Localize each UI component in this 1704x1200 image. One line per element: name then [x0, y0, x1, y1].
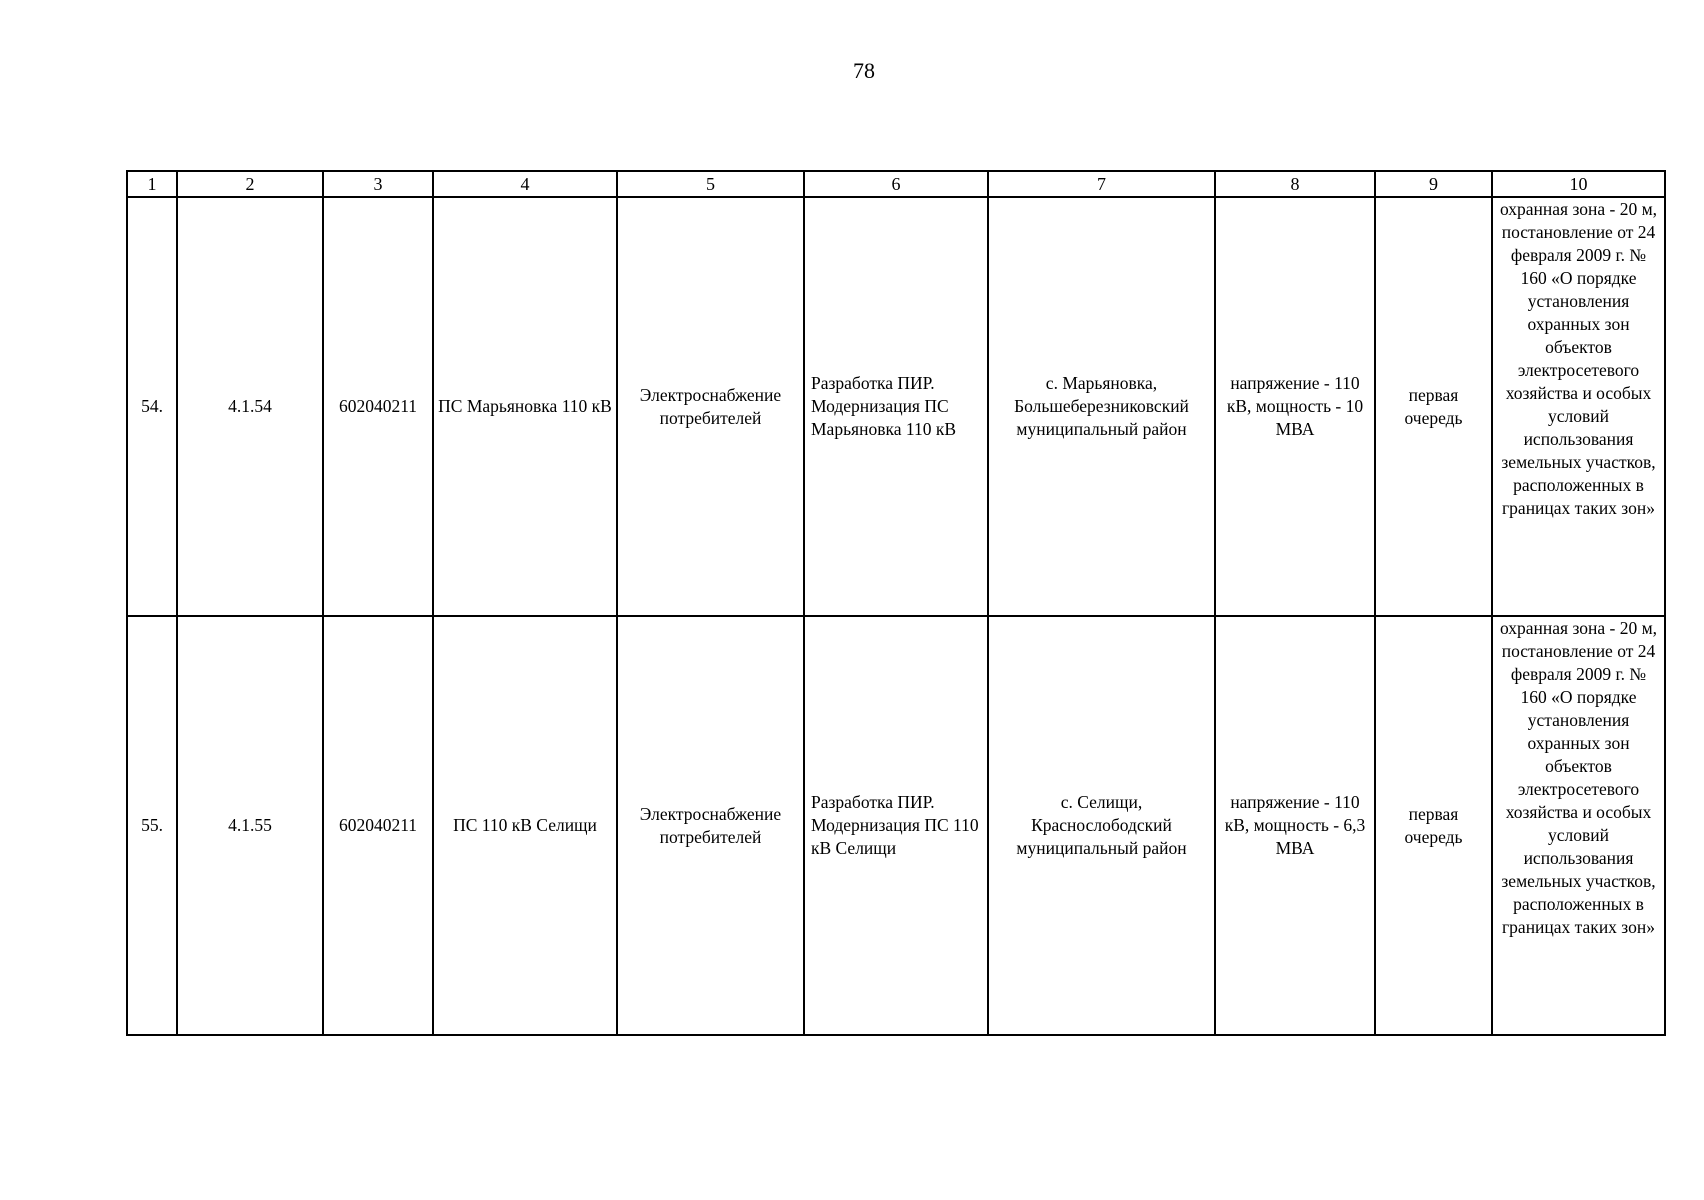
- purpose-cell: Электроснабжение потребителей: [617, 616, 804, 1035]
- description-cell: Разработка ПИР. Модернизация ПС Марьяновка 110 кВ: [804, 197, 988, 616]
- header-cell-10: 10: [1492, 171, 1665, 197]
- description-cell: Разработка ПИР. Модернизация ПС 110 кВ Селищи: [804, 616, 988, 1035]
- characteristics-cell: напряжение - 110 кВ, мощность - 6,3 МВА: [1215, 616, 1375, 1035]
- header-cell-7: 7: [988, 171, 1215, 197]
- restrictions-cell: охранная зона - 20 м, постановление от 24 февраля 2009 г. № 160 «О порядке установления охранных зон объектов электросетевого хозяйства и особых условий использования земельных участков, расположенных в границах таких зон»: [1492, 197, 1665, 616]
- item-code-cell: 4.1.54: [177, 197, 323, 616]
- header-cell-5: 5: [617, 171, 804, 197]
- location-cell: с. Селищи, Краснослободский муниципальный район: [988, 616, 1215, 1035]
- header-cell-8: 8: [1215, 171, 1375, 197]
- classifier-code-cell: 602040211: [323, 616, 433, 1035]
- object-name-cell: ПС 110 кВ Селищи: [433, 616, 617, 1035]
- restrictions-cell: охранная зона - 20 м, постановление от 24 февраля 2009 г. № 160 «О порядке установления охранных зон объектов электросетевого хозяйства и особых условий использования земельных участков, расположенных в границах таких зон»: [1492, 616, 1665, 1035]
- item-code-cell: 4.1.55: [177, 616, 323, 1035]
- table-header: [127, 171, 1665, 197]
- stage-cell: первая очередь: [1375, 616, 1492, 1035]
- header-cell-1: 1: [127, 171, 177, 197]
- header-cell-6: 6: [804, 171, 988, 197]
- document-table: [126, 170, 1666, 1036]
- classifier-code-cell: 602040211: [323, 197, 433, 616]
- table-body: [127, 197, 1665, 1035]
- purpose-cell: Электроснабжение потребителей: [617, 197, 804, 616]
- header-cell-2: 2: [177, 171, 323, 197]
- header-row: [127, 171, 1665, 197]
- object-name-cell: ПС Марьяновка 110 кВ: [433, 197, 617, 616]
- row-number-cell: 54.: [127, 197, 177, 616]
- table-row: [127, 197, 1665, 616]
- page-number: 78: [853, 58, 875, 83]
- characteristics-cell: напряжение - 110 кВ, мощность - 10 МВА: [1215, 197, 1375, 616]
- row-number-cell: 55.: [127, 616, 177, 1035]
- stage-cell: первая очередь: [1375, 197, 1492, 616]
- header-cell-4: 4: [433, 171, 617, 197]
- location-cell: с. Марьяновка, Большеберезниковский муниципальный район: [988, 197, 1215, 616]
- header-cell-9: 9: [1375, 171, 1492, 197]
- header-cell-3: 3: [323, 171, 433, 197]
- table-row: [127, 616, 1665, 1035]
